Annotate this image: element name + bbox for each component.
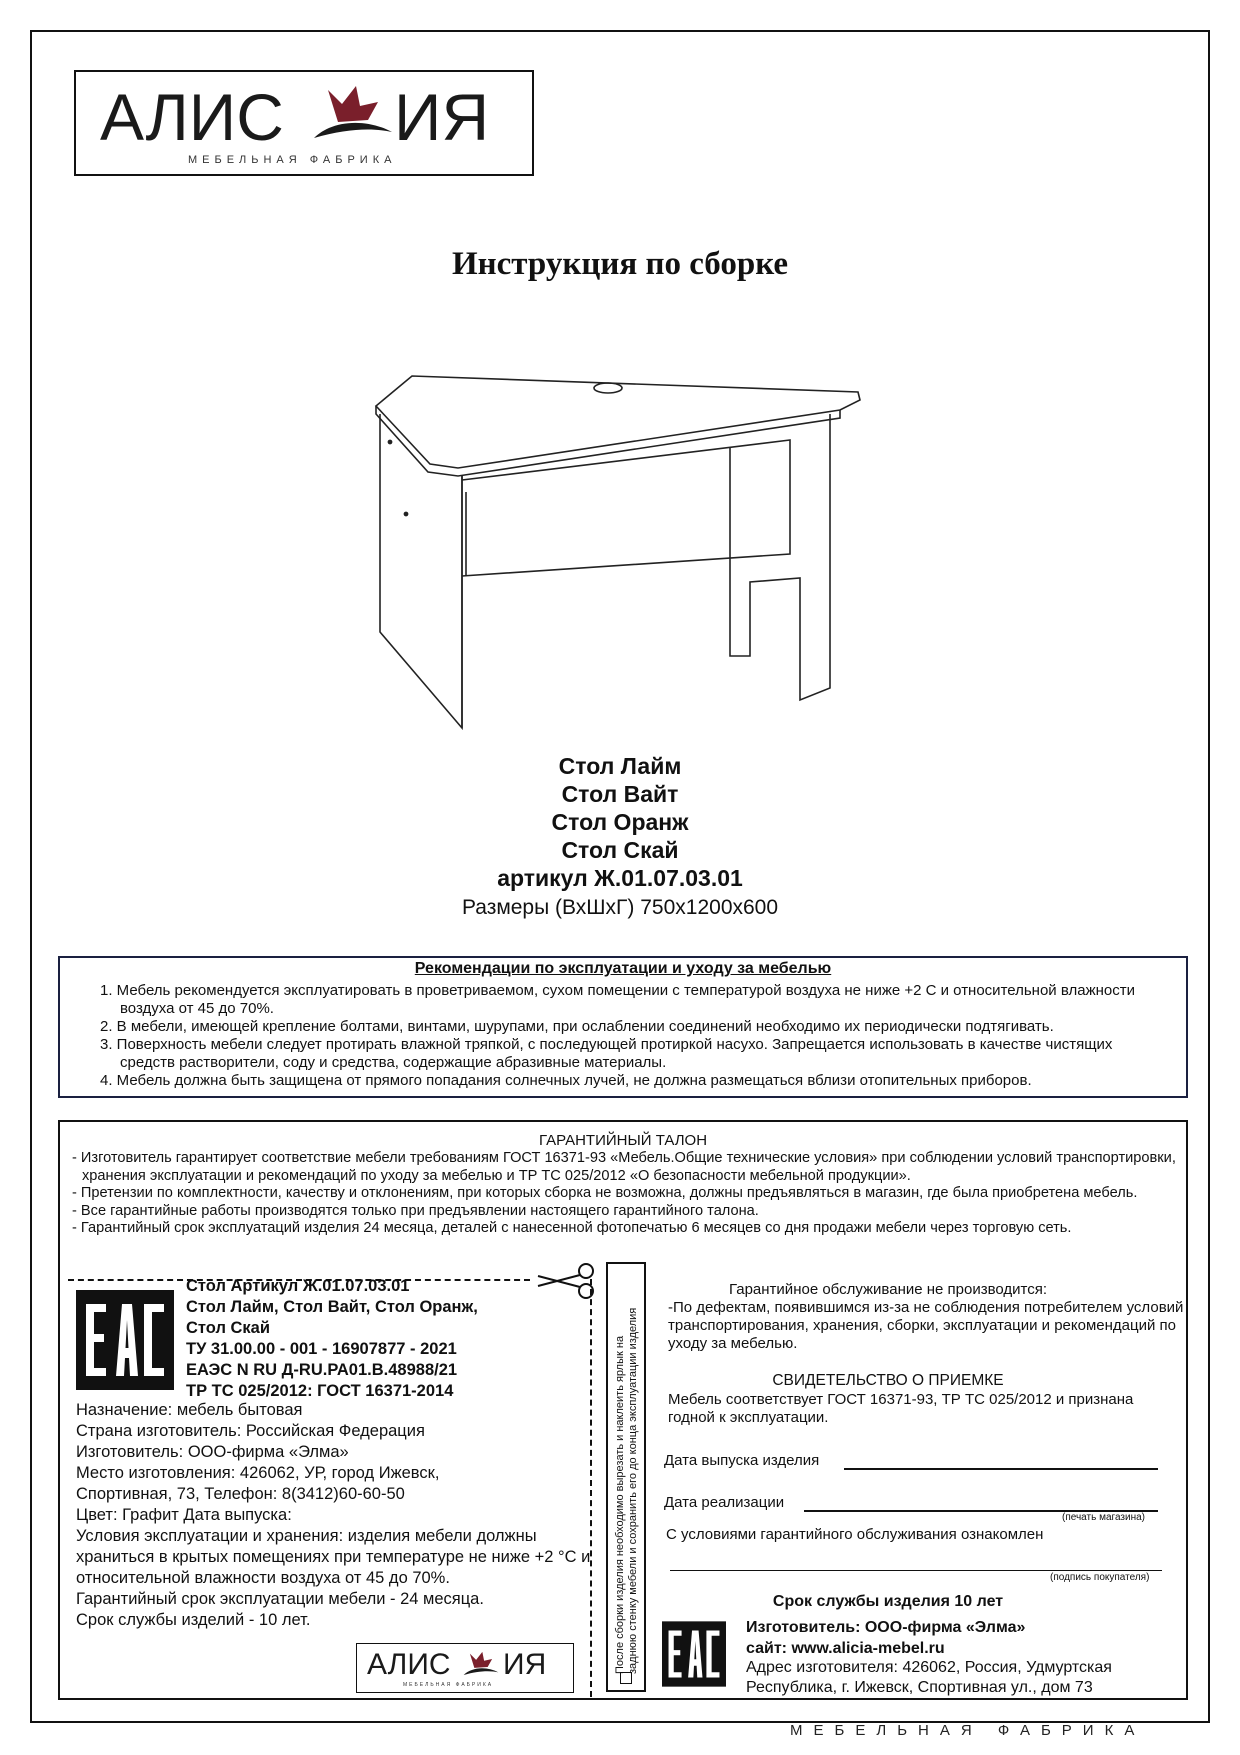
page-title: Инструкция по сборке: [451, 246, 789, 282]
release-date-label: Дата выпуска изделия: [664, 1452, 820, 1469]
label-line: Изготовитель: ООО-фирма «Элма»: [76, 1443, 349, 1461]
eac-mark-icon: [76, 1290, 174, 1390]
label-line: Назначение: мебель бытовая: [76, 1401, 303, 1419]
logo-subtitle: МЕБЕЛЬНАЯ ФАБРИКА: [188, 154, 397, 166]
label-line: Срок службы изделий - 10 лет.: [76, 1611, 311, 1629]
product-name-4: Стол Скай: [561, 837, 679, 863]
list-item: 4. Мебель должна быть защищена от прямого попадания солнечных лучей, не должна размещаться вблизи отопительных приборов.: [100, 1072, 1032, 1089]
label-info: [76, 1400, 596, 1631]
cert-title: СВИДЕТЕЛЬСТВО О ПРИЕМКЕ: [772, 1372, 1004, 1389]
product-name-2: Стол Вайт: [561, 781, 679, 807]
service-title: Гарантийное обслуживание не производится:: [728, 1281, 1048, 1298]
care-recommendations: [58, 956, 1188, 1098]
label-logo-subtitle: МЕБЕЛЬНАЯ ФАБРИКА: [403, 1682, 494, 1688]
label-line: Гарантийный срок эксплуатации мебели - 24 месяца.: [76, 1590, 484, 1608]
label-line: Стол Скай: [186, 1319, 271, 1337]
manufacturer-address: Адрес изготовителя: 426062, Россия, Удмуртская Республика, г. Ижевск, Спортивная ул., дом 73: [746, 1659, 1112, 1696]
desk-drawing: [370, 370, 870, 740]
label-product-specs: [186, 1276, 478, 1402]
fox-logo-icon: [461, 1646, 501, 1680]
vertical-note-line: После сборки изделия необходимо вырезать и наклеить ярлык на: [614, 1335, 626, 1674]
label-line: Спортивная, 73, Телефон: 8(3412)60-60-50: [76, 1485, 405, 1503]
product-name-1: Стол Лайм: [558, 753, 682, 779]
product-article: артикул Ж.01.07.03.01: [497, 865, 743, 891]
label-line: ТР ТС 025/2012: ГОСТ 16371-2014: [186, 1382, 454, 1400]
label-line: Стол Артикул Ж.01.07.03.01: [186, 1277, 410, 1295]
list-item: - Гарантийный срок эксплуатаций изделия 24 месяца, деталей с нанесенной фотопечатью 6 месяцев со дня продажи мебели через торговую сеть.: [72, 1220, 1072, 1236]
label-line: Цвет: Графит Дата выпуска:: [76, 1506, 292, 1524]
label-line: ЕАЭС N RU Д-RU.РА01.В.48988/21: [186, 1361, 458, 1379]
list-item: 2. В мебели, имеющей крепление болтами, винтами, шурупами, при ослаблении соединений необходимо их периодически подтягивать.: [100, 1018, 1054, 1035]
warranty-list: [68, 1150, 1183, 1238]
service-life: Срок службы изделия 10 лет: [772, 1593, 1004, 1610]
service-text: -По дефектам, появившимся из-за не соблюдения потребителем условий транспортирования, хранения, сборки, эксплуатации и рекомендаций по уходу за мебелью.: [668, 1299, 1184, 1352]
label-line: Условия эксплуатации и хранения: изделия мебели должны храниться в крытых помещениях при температуре не ниже +2 °С и относительной влажности воздуха от 45 до 70%.: [76, 1527, 591, 1587]
label-line: Стол Лайм, Стол Вайт, Стол Оранж,: [186, 1298, 478, 1316]
footer-subtitle: МЕБЕЛЬНАЯ ФАБРИКА: [790, 1722, 1146, 1739]
eac-mark-icon: [662, 1620, 726, 1688]
release-date-field[interactable]: [844, 1468, 1158, 1470]
buyer-signature-field[interactable]: [670, 1570, 1162, 1571]
logo-text-right: ИЯ: [394, 80, 490, 154]
label-line: ТУ 31.00.00 - 001 - 16907877 - 2021: [186, 1340, 457, 1358]
sale-date-label: Дата реализации: [664, 1494, 785, 1511]
product-dimensions: Размеры (ВхШхГ) 750х1200х600: [461, 896, 779, 919]
brand-logo: [74, 70, 534, 176]
logo-text-left: АЛИС: [100, 80, 284, 154]
vertical-note-strip: [606, 1262, 646, 1692]
buyer-sign-hint: (подпись покупателя): [1050, 1572, 1150, 1583]
fox-logo-icon: [308, 76, 398, 146]
recommendations-list: [90, 982, 1170, 1090]
cert-text: Мебель соответствует ГОСТ 16371-93, ТР ТС 025/2012 и признана годной к эксплуатации.: [668, 1391, 1134, 1426]
shop-stamp-hint: (печать магазина): [1062, 1512, 1145, 1523]
label-logo-text-right: ИЯ: [503, 1648, 547, 1681]
info-icon: [620, 1672, 632, 1684]
list-item: 1. Мебель рекомендуется эксплуатировать в проветриваемом, сухом помещении с температурой воздуха не ниже +2 С и относительной влажности воздуха от 45 до 70%.: [100, 982, 1135, 1017]
acquainted-label: С условиями гарантийного обслуживания ознакомлен: [666, 1526, 1044, 1543]
manufacturer-site: сайт: www.alicia-mebel.ru: [746, 1640, 945, 1657]
manufacturer: Изготовитель: ООО-фирма «Элма»: [746, 1619, 1026, 1636]
vertical-note-text: [614, 1274, 640, 1674]
list-item: - Изготовитель гарантирует соответствие мебели требованиям ГОСТ 16371-93 «Мебель.Общие технические условия» при соблюдении условий транспортировки, хранения эксплуатации и рекомендаций по уходу за мебелью и ТР ТС 025/2012 «О безопасности мебельной продукции».: [72, 1150, 1176, 1184]
vertical-note-line: заднюю стенку мебели и сохранить его до конца эксплуатации изделия: [627, 1307, 639, 1674]
product-name-3: Стол Оранж: [551, 809, 689, 835]
list-item: - Претензии по комплектности, качеству и отклонениям, при которых сборка не возможна, должны предъявляться в магазин, где была приобретена мебель.: [72, 1185, 1138, 1201]
label-line: Страна изготовитель: Российская Федерация: [76, 1422, 425, 1440]
scissors-icon: [534, 1262, 600, 1300]
list-item: 3. Поверхность мебели следует протирать влажной тряпкой, с последующей протиркой насухо. Запрещается использовать в качестве чистящих средств растворители, соду и средства, содержащие абразивные материалы.: [100, 1036, 1113, 1071]
label-logo-text-left: АЛИС: [367, 1648, 451, 1681]
label-line: Место изготовления: 426062, УР, город Ижевск,: [76, 1464, 440, 1482]
recommendations-title: Рекомендации по эксплуатации и уходу за мебелью: [414, 960, 832, 977]
warranty-title: ГАРАНТИЙНЫЙ ТАЛОН: [538, 1132, 708, 1149]
label-logo: [356, 1643, 574, 1693]
list-item: - Все гарантийные работы производятся только при предъявлении настоящего гарантийного талона.: [72, 1202, 759, 1219]
